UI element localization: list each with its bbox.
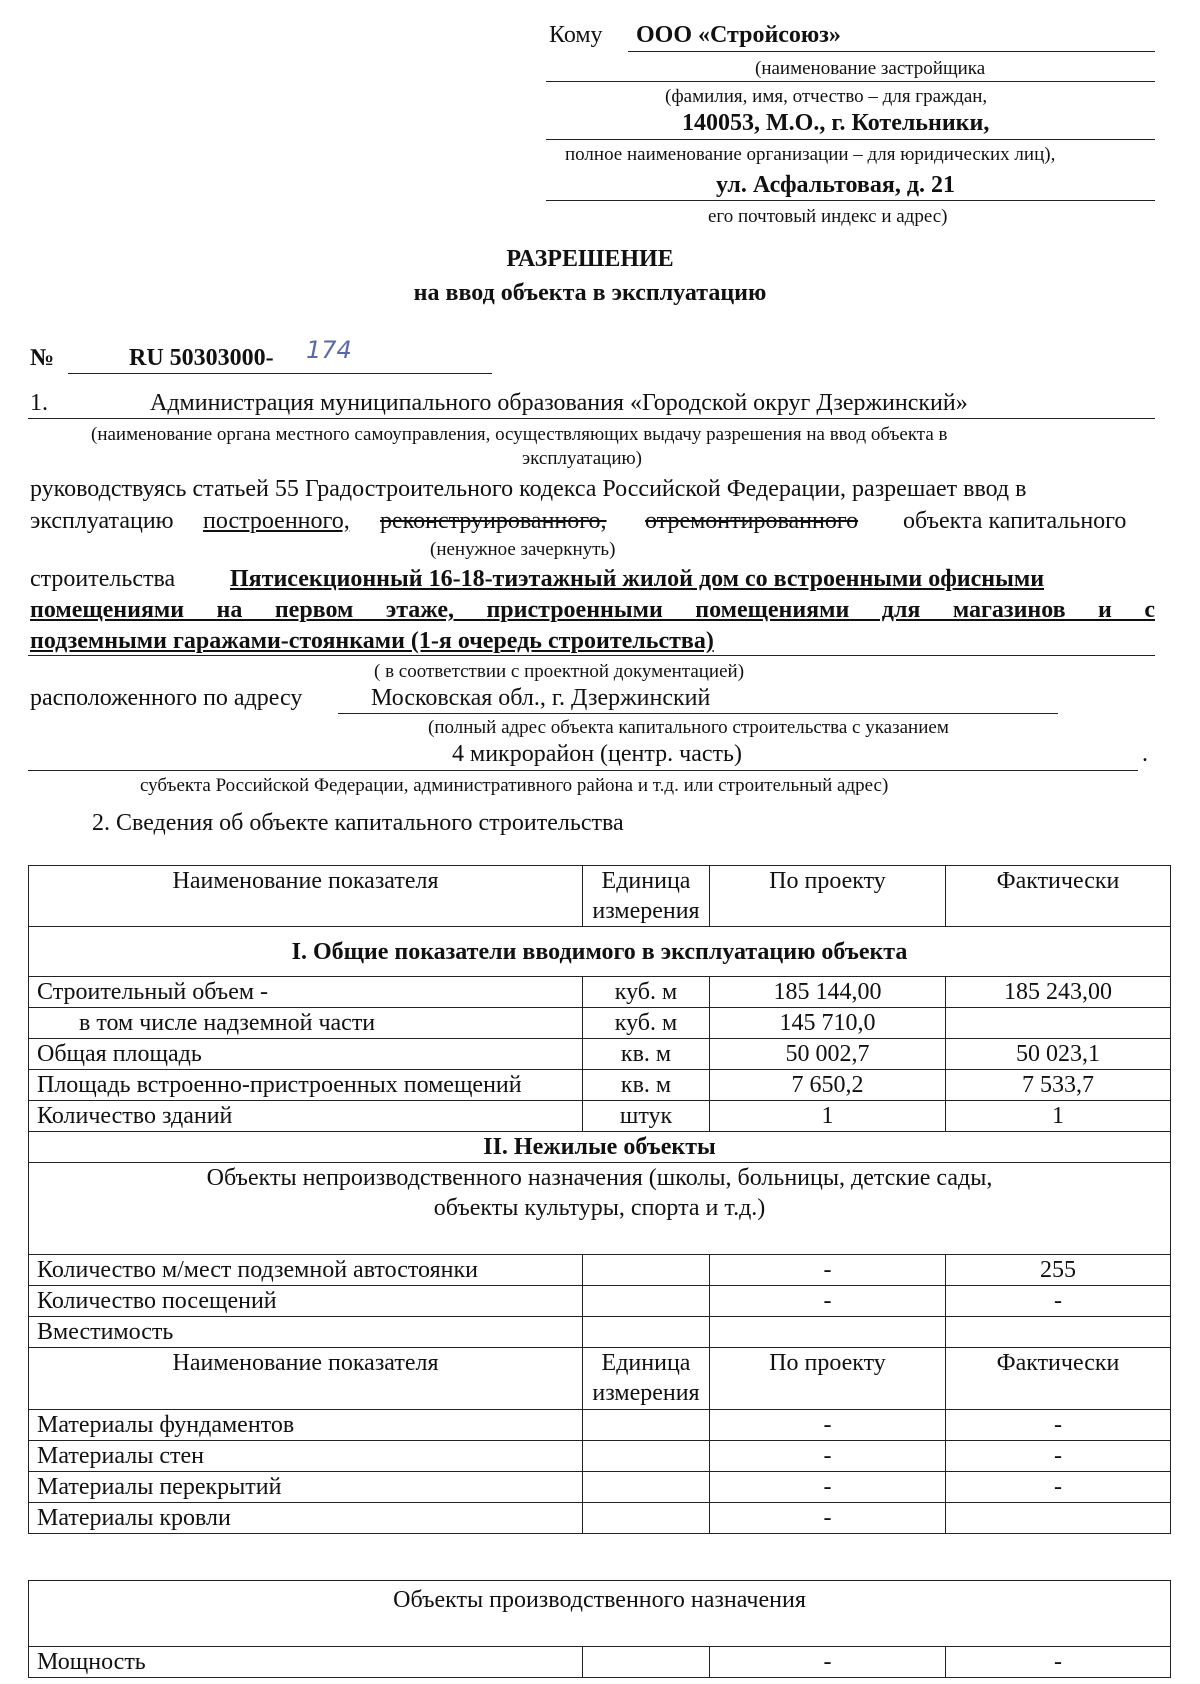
row-name: Материалы перекрытий [29, 1472, 583, 1503]
object-name: подземными гаражами-стоянками (1-я очередь строительства) [30, 628, 714, 654]
row-actual [946, 1008, 1171, 1039]
divider [28, 655, 1155, 656]
row-unit [583, 1503, 710, 1534]
row-name: Количество м/мест подземной автостоянки [29, 1255, 583, 1286]
row-name: Строительный объем - [29, 977, 583, 1008]
row-project: - [710, 1410, 946, 1441]
strike-caption: (ненужное зачеркнуть) [430, 539, 616, 560]
body-text: эксплуатацию [30, 508, 174, 534]
row-project [710, 1317, 946, 1348]
table-row [29, 1255, 1171, 1286]
row-unit [583, 1286, 710, 1317]
row-name: Общая площадь [29, 1039, 583, 1070]
row-actual: 7 533,7 [946, 1070, 1171, 1101]
column-header: По проекту [710, 1348, 946, 1410]
group-title: II. Нежилые объекты [29, 1132, 1171, 1163]
row-project: 1 [710, 1101, 946, 1132]
table-row [29, 1317, 1171, 1348]
table-row [29, 1101, 1171, 1132]
document-subtitle: на ввод объекта в эксплуатацию [413, 280, 767, 306]
row-unit [583, 1647, 710, 1678]
table-row [29, 1647, 1171, 1678]
row-name: Площадь встроенно-пристроенных помещений [29, 1070, 583, 1101]
column-header: Фактически [946, 866, 1171, 927]
row-project: 145 710,0 [710, 1008, 946, 1039]
issuing-authority: Администрация муниципального образования «Городской округ Дзержинский» [150, 390, 968, 416]
row-name: Мощность [29, 1647, 583, 1678]
address-caption: субъекта Российской Федерации, административного района и т.д. или строительный адрес) [140, 775, 889, 796]
row-actual [946, 1503, 1171, 1534]
body-text: руководствуясь статьей 55 Градостроительного кодекса Российской Федерации, разрешает ввод в [30, 476, 1027, 502]
row-name: Количество зданий [29, 1101, 583, 1132]
row-actual: 50 023,1 [946, 1039, 1171, 1070]
row-project: - [710, 1503, 946, 1534]
group-title: I. Общие показатели вводимого в эксплуатацию объекта [29, 927, 1171, 977]
handwritten-number: 174 [306, 336, 352, 364]
table-row [29, 1410, 1171, 1441]
object-info-table [28, 865, 1171, 1534]
object-name: Пятисекционный 16-18-тиэтажный жилой дом со встроенными офисными [230, 566, 1045, 592]
row-project: - [710, 1255, 946, 1286]
row-name: Количество посещений [29, 1286, 583, 1317]
group-title: Объекты производственного назначения [29, 1581, 1171, 1647]
construction-label: строительства [30, 566, 176, 592]
developer-caption: (наименование застройщика [755, 58, 986, 79]
authority-caption: эксплуатацию) [522, 448, 643, 469]
production-objects-table [28, 1580, 1171, 1678]
divider [28, 770, 1138, 771]
row-unit: куб. м [583, 977, 710, 1008]
row-project: - [710, 1647, 946, 1678]
divider [546, 139, 1155, 140]
table-row [29, 1070, 1171, 1101]
row-unit [583, 1317, 710, 1348]
address-caption: (полный адрес объекта капитального строительства с указанием [428, 717, 949, 738]
row-name: в том числе надземной части [29, 1008, 583, 1039]
column-header: По проекту [710, 866, 946, 927]
table-row [29, 1286, 1171, 1317]
number-label: № [30, 345, 55, 371]
row-unit: кв. м [583, 1070, 710, 1101]
column-header: Наименование показателя [29, 866, 583, 927]
section-number: 1. [30, 390, 48, 416]
period: . [1142, 741, 1148, 767]
option-built: построенного, [203, 508, 350, 534]
authority-caption: (наименование органа местного самоуправления, осуществляющих выдачу разрешения на ввод объекта в [91, 424, 948, 445]
row-unit [583, 1255, 710, 1286]
row-name: Материалы фундаментов [29, 1410, 583, 1441]
row-unit [583, 1410, 710, 1441]
row-actual: 1 [946, 1101, 1171, 1132]
row-actual: - [946, 1647, 1171, 1678]
table-row [29, 977, 1171, 1008]
row-actual: 255 [946, 1255, 1171, 1286]
row-actual: - [946, 1472, 1171, 1503]
row-name: Материалы стен [29, 1441, 583, 1472]
group-subtitle: Объекты непроизводственного назначения (школы, больницы, детские сады, объекты культуры, спорта и т.д.) [29, 1163, 1171, 1255]
table-row [29, 1039, 1171, 1070]
table-row [29, 1472, 1171, 1503]
org-caption: полное наименование организации – для юридических лиц), [565, 144, 1056, 165]
project-caption: ( в соответствии с проектной документацией) [374, 661, 745, 682]
column-header: Единица измерения [583, 866, 710, 927]
row-project: 50 002,7 [710, 1039, 946, 1070]
object-address: 4 микрорайон (центр. часть) [452, 741, 742, 767]
divider [546, 81, 1155, 82]
row-unit: куб. м [583, 1008, 710, 1039]
divider [546, 200, 1155, 201]
row-unit [583, 1472, 710, 1503]
row-actual [946, 1317, 1171, 1348]
row-unit [583, 1441, 710, 1472]
address-caption: его почтовый индекс и адрес) [708, 206, 948, 227]
row-unit: кв. м [583, 1039, 710, 1070]
row-name: Материалы кровли [29, 1503, 583, 1534]
number-underline [68, 373, 492, 374]
permit-number: RU 50303000- [129, 345, 274, 371]
developer-name: ООО «Стройсоюз» [636, 22, 841, 48]
divider [338, 713, 1058, 714]
row-project: 185 144,00 [710, 977, 946, 1008]
table-row [29, 1441, 1171, 1472]
address-label: расположенного по адресу [30, 685, 303, 711]
city-line: 140053, М.О., г. Котельники, [682, 110, 990, 136]
row-actual: - [946, 1441, 1171, 1472]
table-row [29, 1008, 1171, 1039]
row-actual: - [946, 1286, 1171, 1317]
body-text: объекта капитального [903, 508, 1127, 534]
column-header: Фактически [946, 1348, 1171, 1410]
column-header: Наименование показателя [29, 1348, 583, 1410]
row-unit: штук [583, 1101, 710, 1132]
to-label: Кому [549, 22, 603, 48]
row-project: - [710, 1286, 946, 1317]
table-row [29, 1503, 1171, 1534]
document-title: РАЗРЕШЕНИЕ [506, 246, 674, 272]
fio-caption: (фамилия, имя, отчество – для граждан, [665, 86, 988, 107]
row-actual: - [946, 1410, 1171, 1441]
section-heading: 2. Сведения об объекте капитального строительства [92, 810, 624, 836]
row-actual: 185 243,00 [946, 977, 1171, 1008]
row-project: 7 650,2 [710, 1070, 946, 1101]
object-address: Московская обл., г. Дзержинский [371, 685, 711, 711]
divider [28, 418, 1155, 419]
row-project: - [710, 1441, 946, 1472]
street-line: ул. Асфальтовая, д. 21 [716, 172, 955, 198]
column-header: Единица измерения [583, 1348, 710, 1410]
object-name: помещениями на первом этаже, пристроенными помещениями для магазинов и с [30, 597, 1155, 623]
divider [628, 51, 1155, 52]
option-repaired: отремонтированного [645, 508, 859, 534]
row-project: - [710, 1472, 946, 1503]
row-name: Вместимость [29, 1317, 583, 1348]
option-reconstructed: реконструированного, [380, 508, 607, 534]
